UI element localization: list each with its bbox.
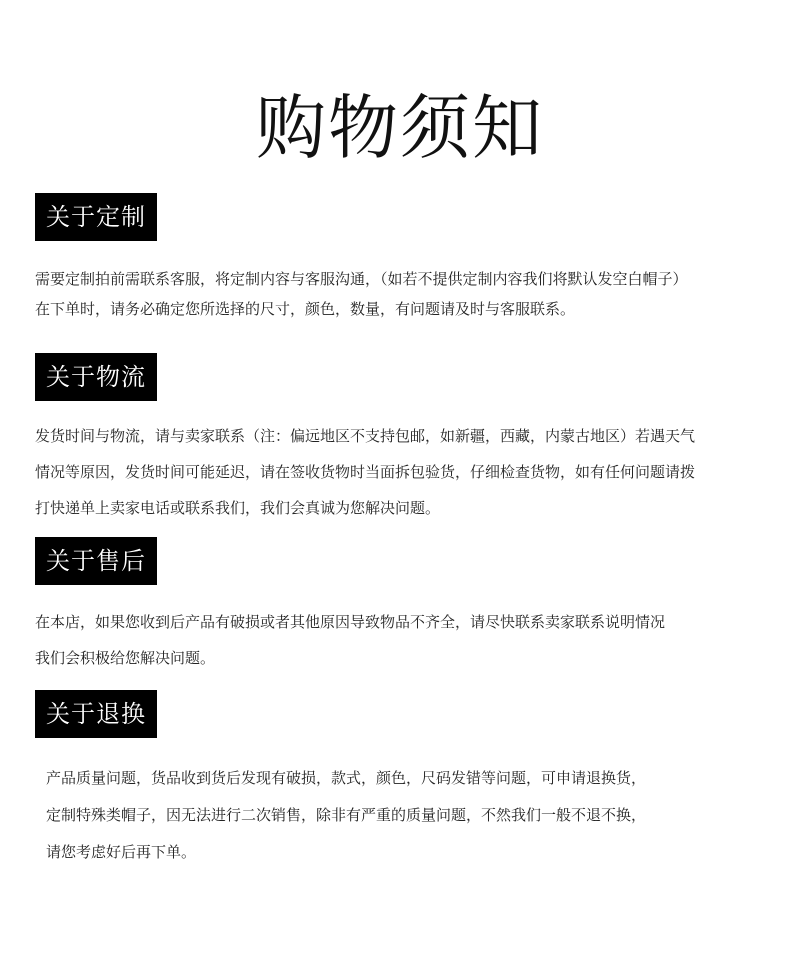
text-line: 我们会积极给您解决问题。	[35, 649, 216, 667]
page-title: 购物须知	[256, 87, 544, 169]
text-line: 情况等原因，发货时间可能延迟，请在签收货物时当面拆包验货，仔细检查货物，如有任何问题请拨	[35, 463, 696, 481]
section-heading-logistics: 关于物流	[35, 353, 157, 401]
text-line: 定制特殊类帽子，因无法进行二次销售，除非有严重的质量问题，不然我们一般不退不换，	[46, 806, 647, 824]
section-heading-custom: 关于定制	[35, 193, 157, 241]
section-text-return	[46, 760, 646, 871]
section-text-aftersales	[35, 604, 665, 676]
section-heading-return: 关于退换	[35, 690, 157, 738]
text-line: 请您考虑好后再下单。	[46, 843, 197, 861]
section-text-custom	[35, 264, 688, 324]
text-line: 发货时间与物流，请与卖家联系（注：偏远地区不支持包邮，如新疆，西藏，内蒙古地区）若遇天气	[35, 427, 696, 445]
text-line: 需要定制拍前需联系客服，将定制内容与客服沟通，（如若不提供定制内容我们将默认发空白帽子）	[35, 270, 688, 288]
section-heading-aftersales: 关于售后	[35, 537, 157, 585]
text-line: 在下单时，请务必确定您所选择的尺寸，颜色，数量，有问题请及时与客服联系。	[35, 300, 576, 318]
text-line: 在本店，如果您收到后产品有破损或者其他原因导致物品不齐全，请尽快联系卖家联系说明情况	[35, 613, 666, 631]
text-line: 打快递单上卖家电话或联系我们，我们会真诚为您解决问题。	[35, 499, 441, 517]
text-line: 产品质量问题，货品收到货后发现有破损，款式，颜色，尺码发错等问题，可申请退换货，	[46, 769, 647, 787]
section-text-logistics	[35, 418, 695, 526]
